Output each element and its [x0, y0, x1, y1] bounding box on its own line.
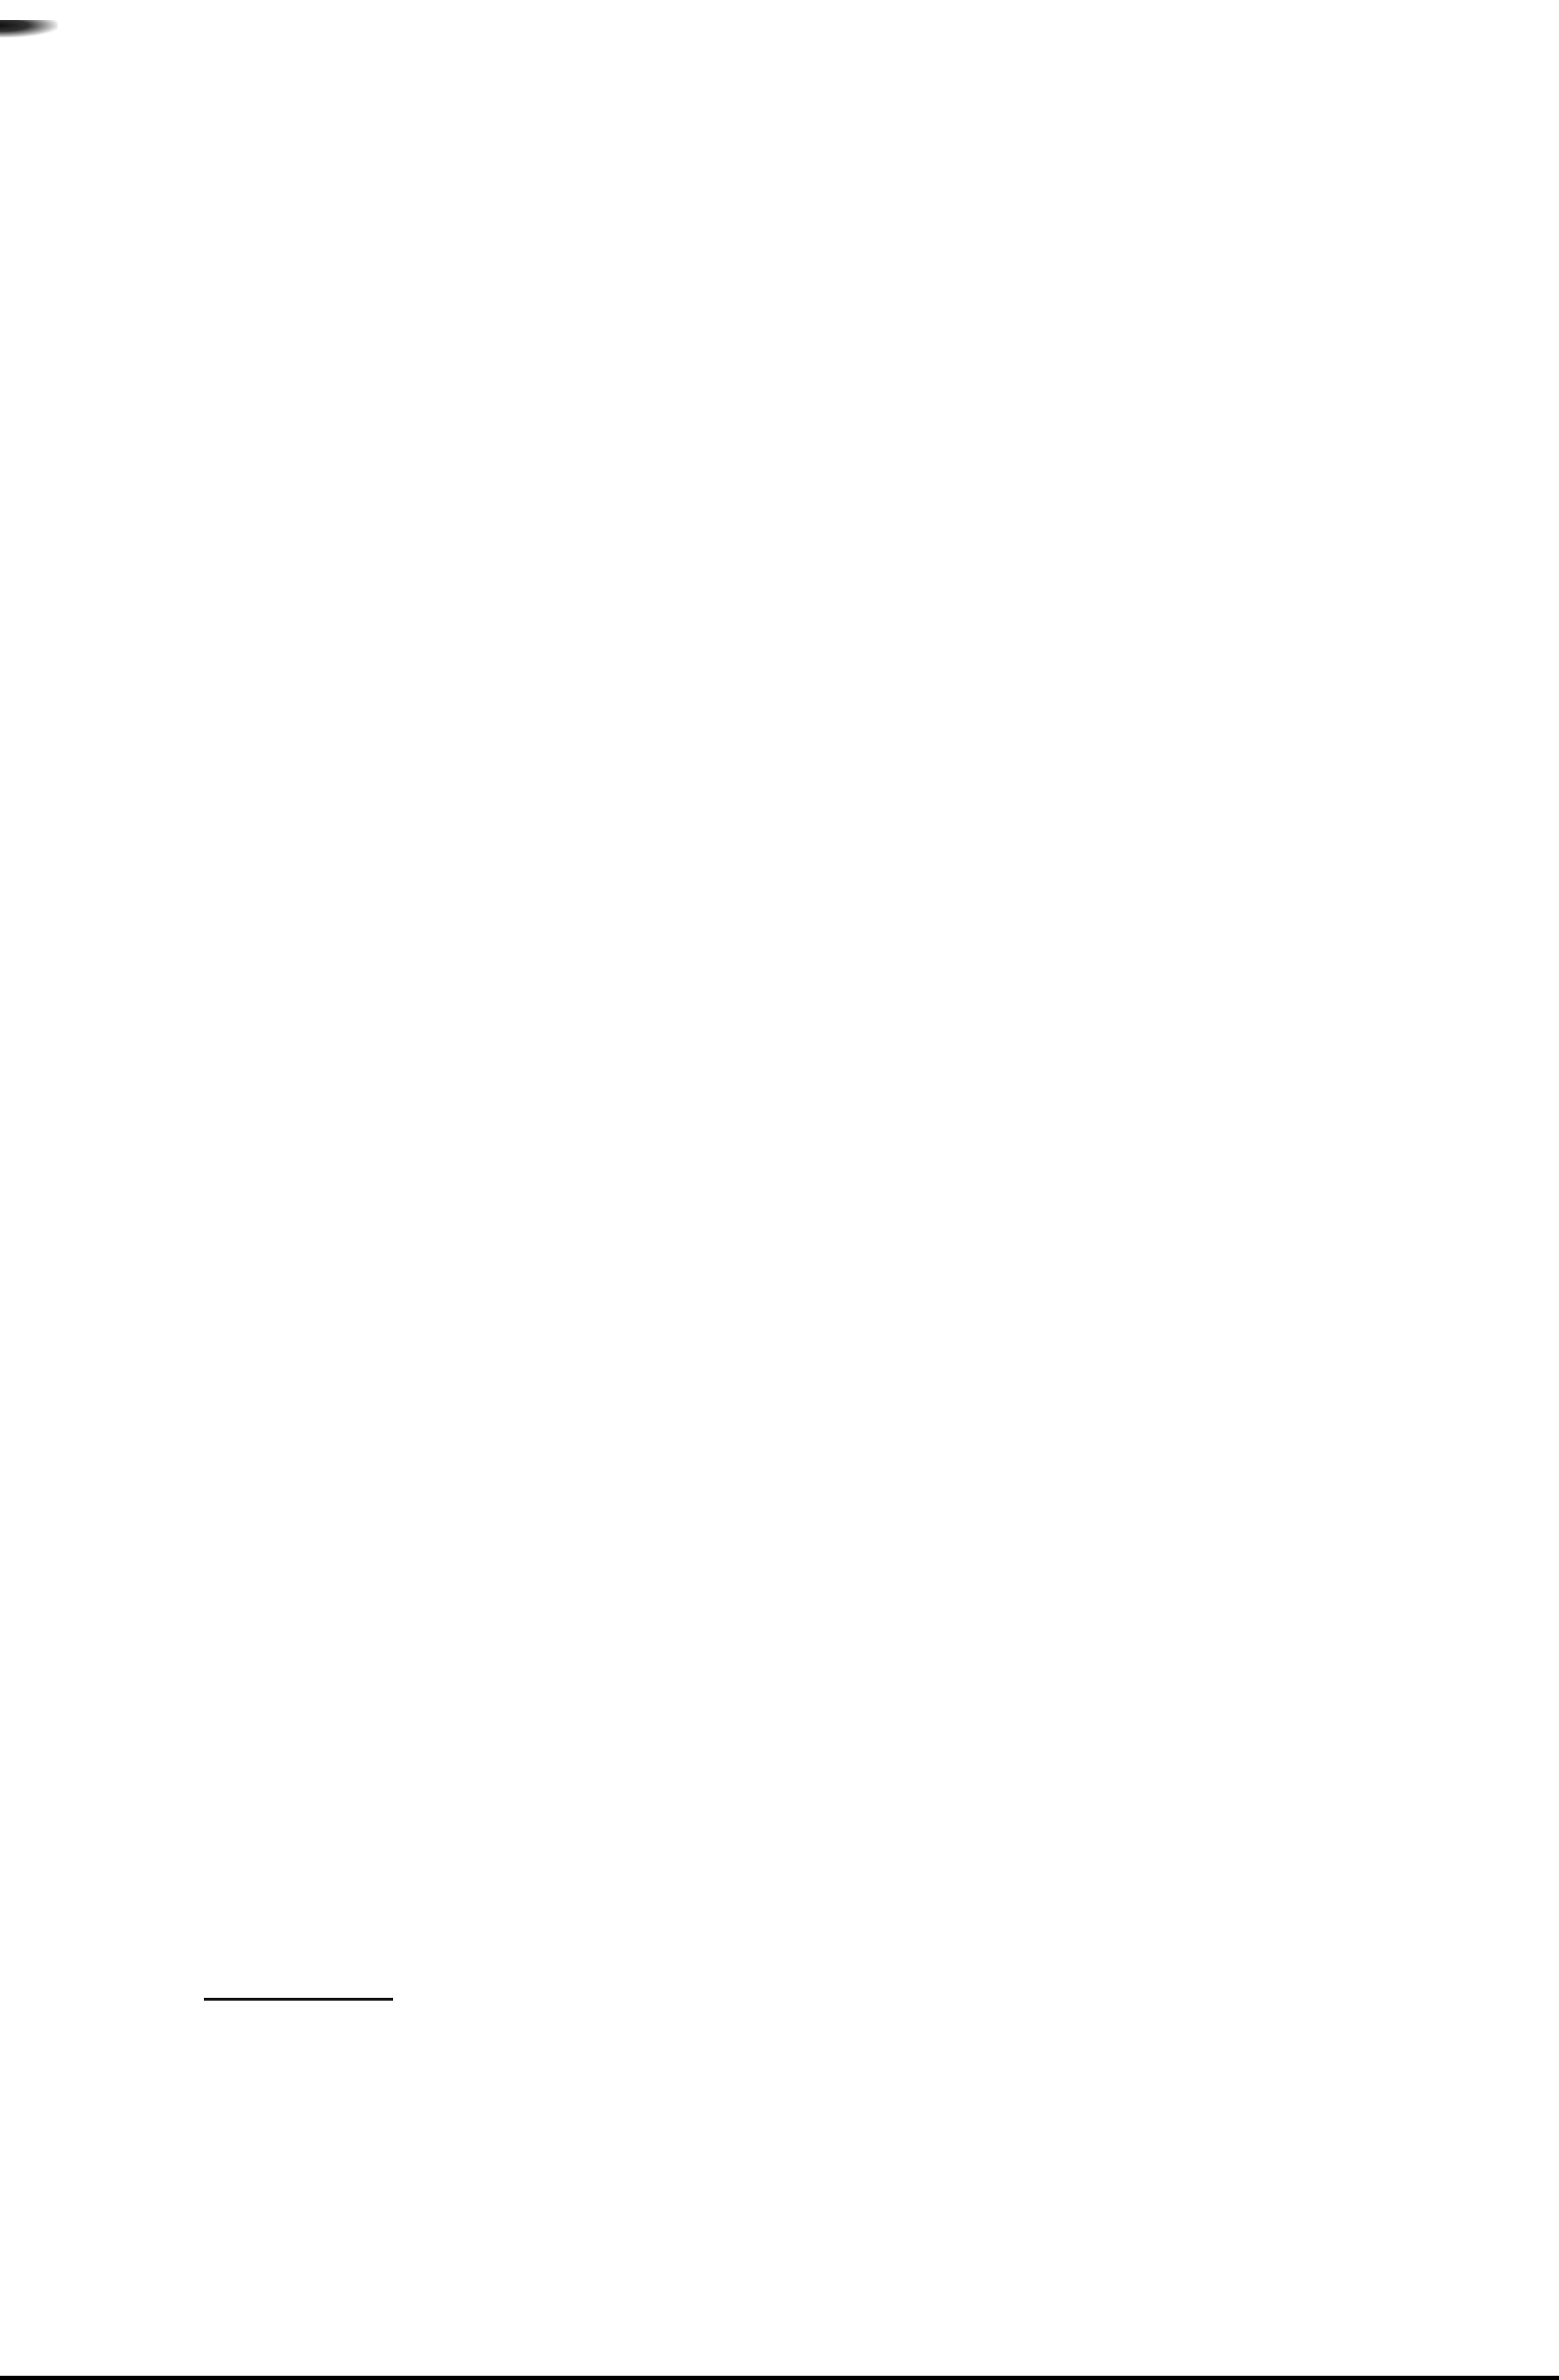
footnote-line [204, 2092, 1356, 2127]
footnote-note [204, 2092, 1356, 2197]
footnote-line [204, 2127, 1356, 2163]
footnote-line [204, 2162, 1356, 2197]
scan-edge [0, 2376, 1559, 2380]
footnote-divider [204, 1998, 393, 2001]
scan-artifact [0, 20, 58, 37]
section-heading [204, 1015, 217, 1055]
